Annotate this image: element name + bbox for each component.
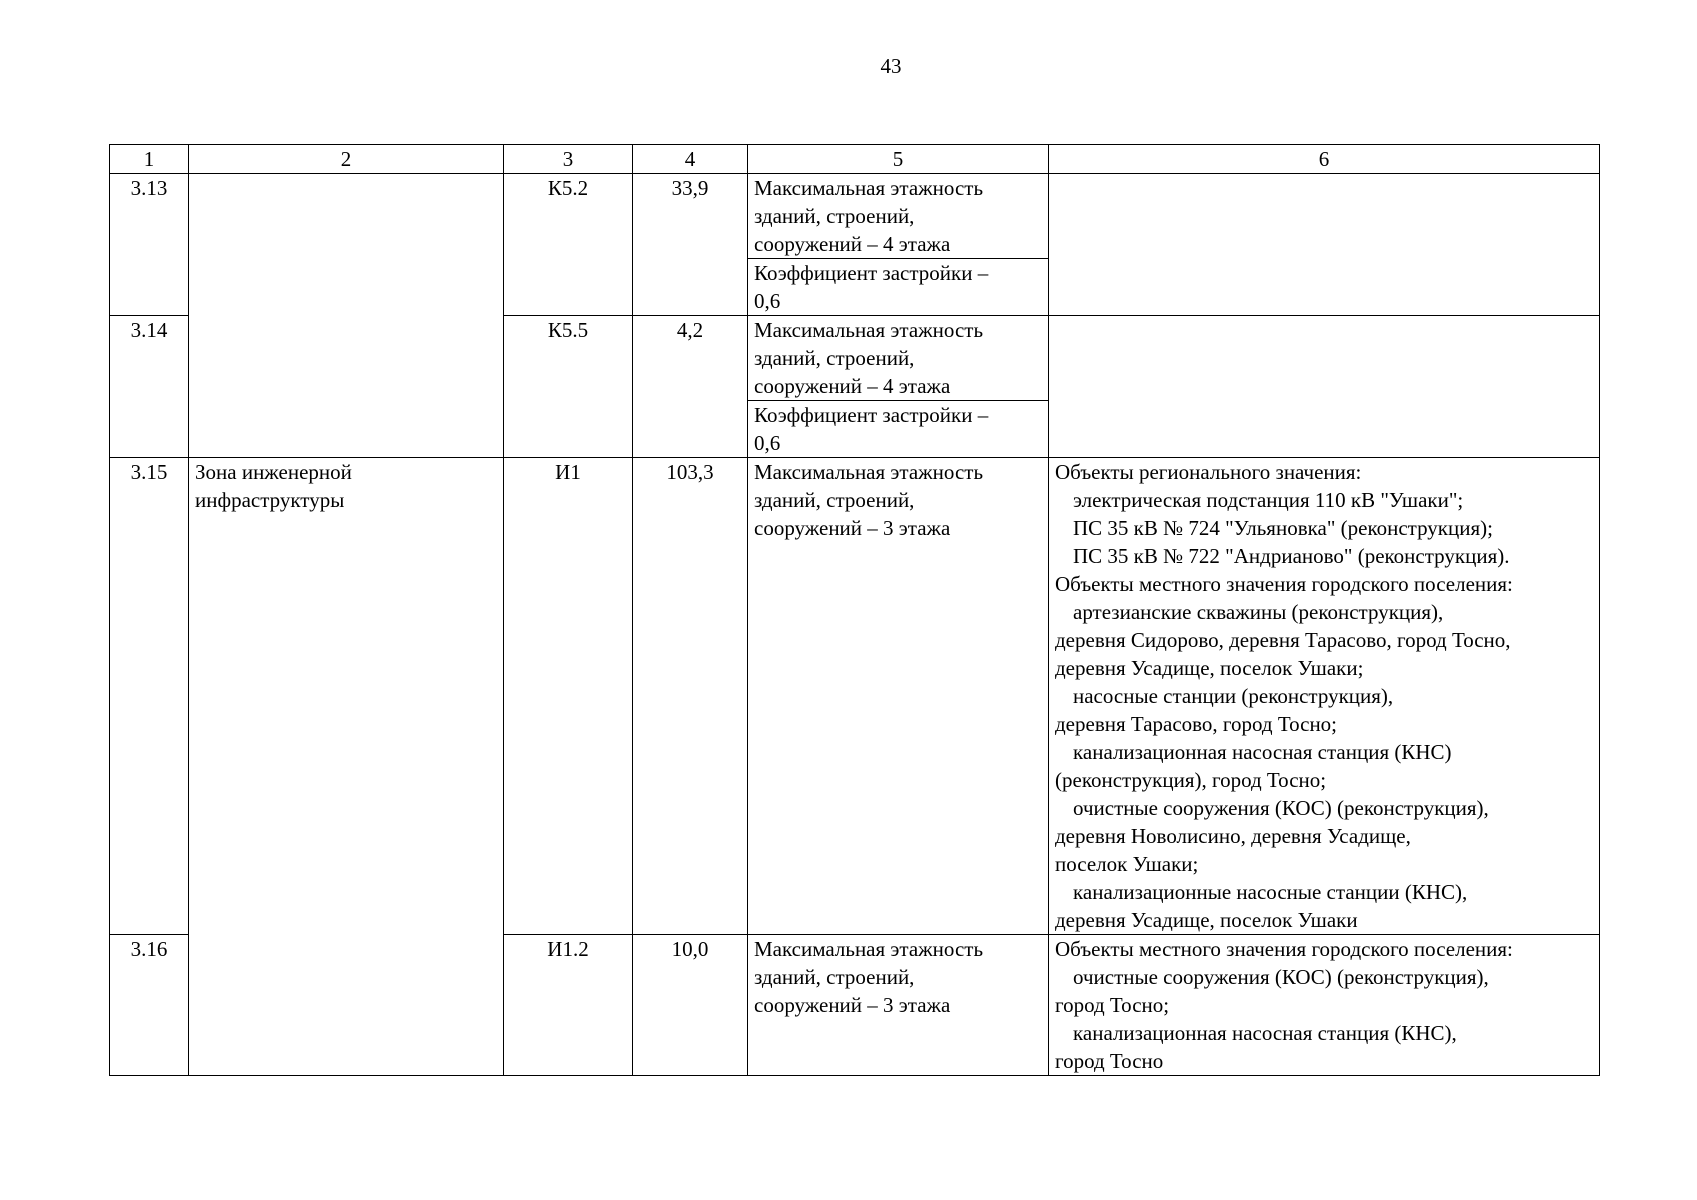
row-number: 3.16 — [110, 935, 189, 1076]
text-line: Объекты регионального значения: — [1055, 460, 1362, 484]
table-header-row — [110, 145, 1600, 174]
text-line: Максимальная этажность — [754, 176, 984, 200]
text-line: сооружений – 3 этажа — [754, 993, 951, 1017]
text-line: зданий, строений, — [754, 965, 915, 989]
text-line: сооружений – 4 этажа — [754, 232, 951, 256]
text-line: зданий, строений, — [754, 488, 915, 512]
text-line: Объекты местного значения городского поселения: — [1055, 937, 1513, 961]
zone-cell-empty — [189, 174, 504, 458]
text-line: насосные станции (реконструкция), — [1073, 684, 1394, 708]
zone-code: И1.2 — [504, 935, 633, 1076]
text-line: Максимальная этажность — [754, 460, 984, 484]
header-cell: 3 — [504, 145, 633, 174]
text-line: деревня Тарасово, город Тосно; — [1055, 712, 1338, 736]
floors-limit — [748, 174, 1049, 259]
text-line: Максимальная этажность — [754, 318, 984, 342]
header-cell: 5 — [748, 145, 1049, 174]
text-line: Максимальная этажность — [754, 937, 984, 961]
text-line: канализационные насосные станции (КНС), — [1073, 880, 1468, 904]
zone-code: К5.2 — [504, 174, 633, 316]
text-line: деревня Новолисино, деревня Усадище, — [1055, 824, 1411, 848]
floors-limit — [748, 316, 1049, 401]
row-number: 3.14 — [110, 316, 189, 458]
table-row — [110, 458, 1600, 935]
text-line: очистные сооружения (КОС) (реконструкция), — [1073, 796, 1489, 820]
text-line: 0,6 — [754, 289, 781, 313]
text-line: зданий, строений, — [754, 346, 915, 370]
floors-limit — [748, 935, 1049, 1076]
text-line: сооружений – 3 этажа — [754, 516, 951, 540]
building-coefficient — [748, 401, 1049, 458]
building-coefficient — [748, 259, 1049, 316]
zone-code: И1 — [504, 458, 633, 935]
zone-area: 103,3 — [633, 458, 748, 935]
text-line: Объекты местного значения городского поселения: — [1055, 572, 1513, 596]
text-line: ПС 35 кВ № 724 "Ульяновка" (реконструкция); — [1073, 516, 1493, 540]
objects-cell-empty — [1049, 174, 1600, 316]
header-cell: 1 — [110, 145, 189, 174]
objects-cell-empty — [1049, 316, 1600, 458]
objects-list — [1049, 935, 1600, 1076]
text-line: (реконструкция), город Тосно; — [1055, 768, 1327, 792]
text-line: канализационная насосная станция (КНС) — [1073, 740, 1452, 764]
text-line: электрическая подстанция 110 кВ "Ушаки"; — [1073, 488, 1464, 512]
zone-name — [189, 458, 504, 1076]
text-line: сооружений – 4 этажа — [754, 374, 951, 398]
text-line: Зона инженерной — [195, 460, 352, 484]
zone-area: 10,0 — [633, 935, 748, 1076]
text-line: город Тосно — [1055, 1049, 1164, 1073]
page-number: 43 — [880, 54, 902, 78]
text-line: Коэффициент застройки – — [754, 403, 989, 427]
header-cell: 4 — [633, 145, 748, 174]
row-number: 3.15 — [110, 458, 189, 935]
text-line: зданий, строений, — [754, 204, 915, 228]
text-line: деревня Усадище, поселок Ушаки — [1055, 908, 1358, 932]
text-line: поселок Ушаки; — [1055, 852, 1199, 876]
text-line: Коэффициент застройки – — [754, 261, 989, 285]
row-number: 3.13 — [110, 174, 189, 316]
text-line: деревня Сидорово, деревня Тарасово, город Тосно, — [1055, 628, 1511, 652]
zone-area: 33,9 — [633, 174, 748, 316]
header-cell: 6 — [1049, 145, 1600, 174]
zone-area: 4,2 — [633, 316, 748, 458]
text-line: артезианские скважины (реконструкция), — [1073, 600, 1444, 624]
text-line: инфраструктуры — [195, 488, 345, 512]
header-cell: 2 — [189, 145, 504, 174]
text-line: 0,6 — [754, 431, 781, 455]
zones-table — [109, 144, 1600, 1076]
objects-list — [1049, 458, 1600, 935]
text-line: канализационная насосная станция (КНС), — [1073, 1021, 1457, 1045]
text-line: ПС 35 кВ № 722 "Андрианово" (реконструкция). — [1073, 544, 1510, 568]
zone-code: К5.5 — [504, 316, 633, 458]
text-line: очистные сооружения (КОС) (реконструкция), — [1073, 965, 1489, 989]
text-line: деревня Усадище, поселок Ушаки; — [1055, 656, 1364, 680]
table-row — [110, 174, 1600, 259]
text-line: город Тосно; — [1055, 993, 1170, 1017]
floors-limit — [748, 458, 1049, 935]
